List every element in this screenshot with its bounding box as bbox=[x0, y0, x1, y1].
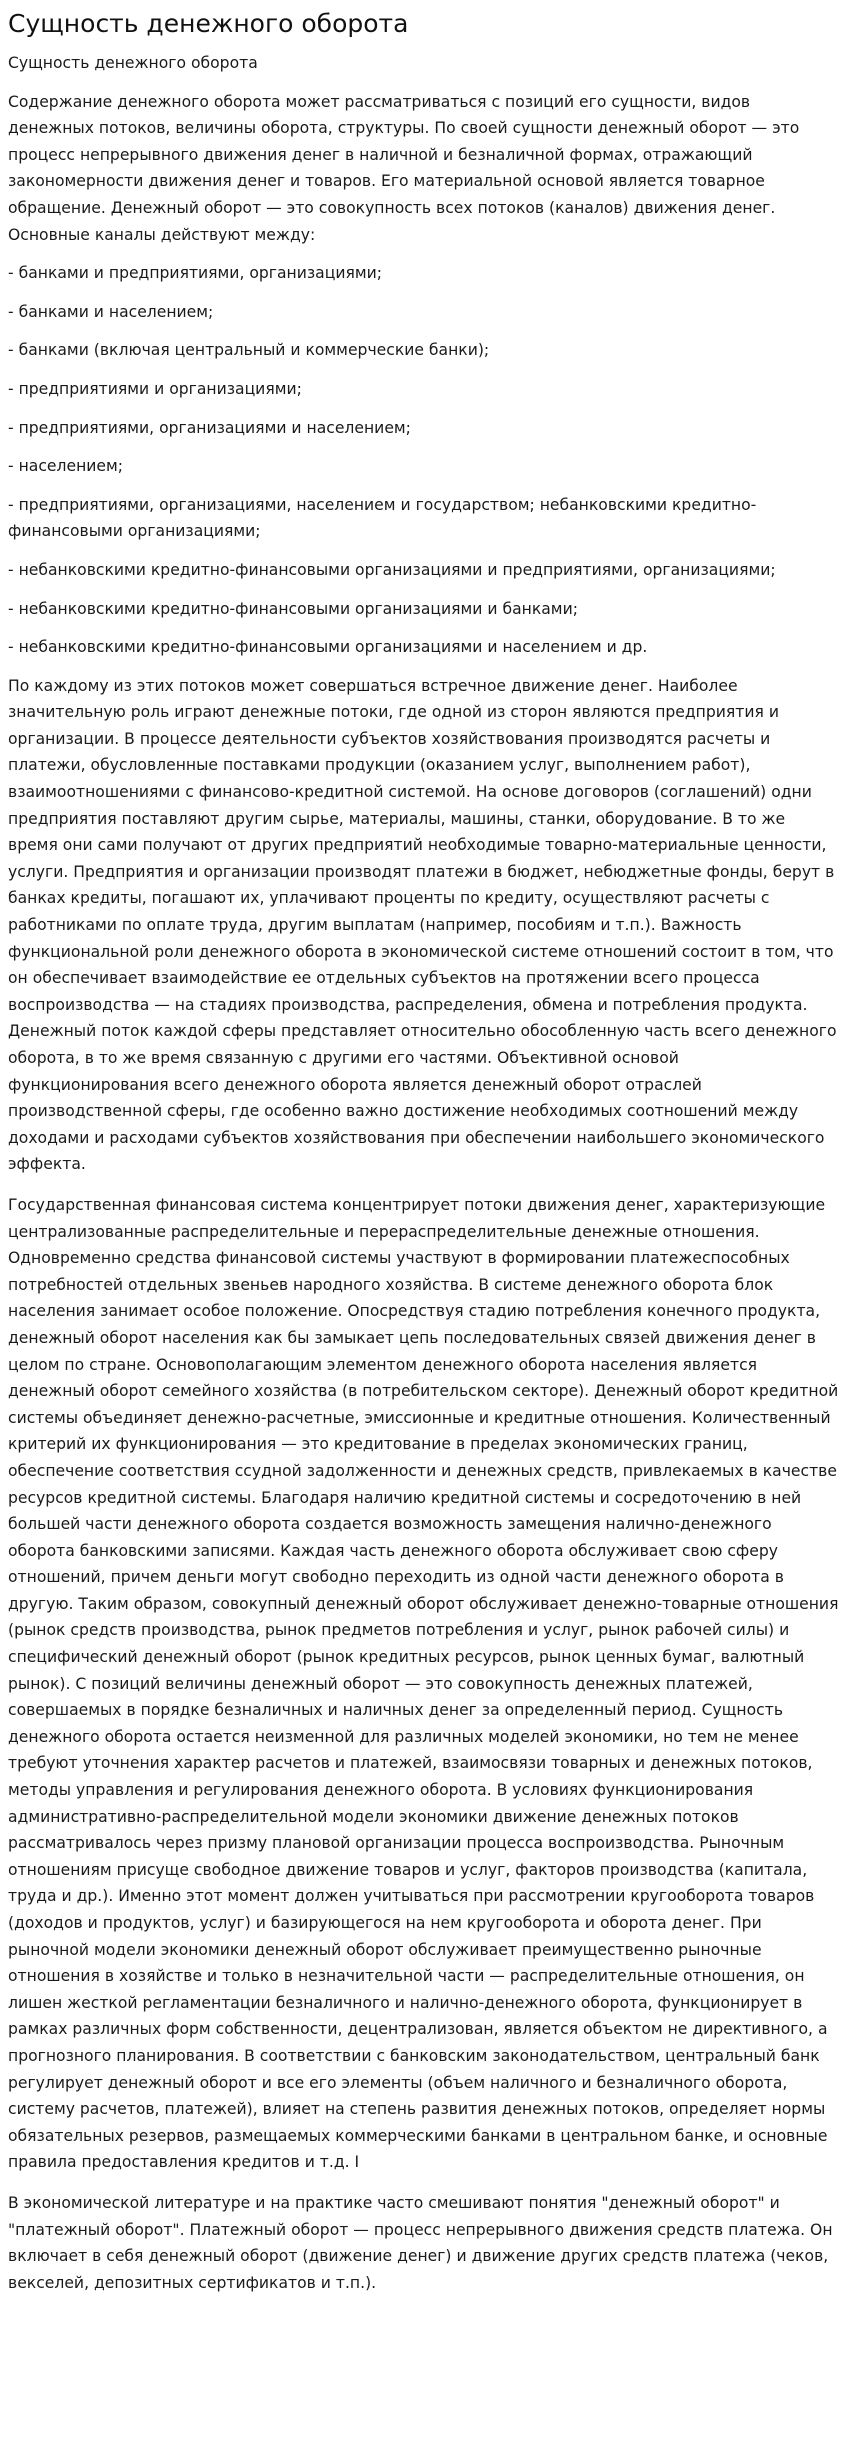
channel-item: - небанковскими кредитно-финансовыми организациями и банками; bbox=[8, 599, 578, 618]
channel-item: - небанковскими кредитно-финансовыми организациями и населением и др. bbox=[8, 638, 648, 657]
body-paragraph-flows: По каждому из этих потоков может совершаться встречное движение денег. Наиболее значительную роль играют денежные потоки, где одной из сторон являются предприятия и организации. В процессе деятельности субъектов хозяйствования производятся расчеты и платежи, обусловленные поставками продукции (оказанием услуг, выполнением работ), взаимоотношениями с финансово-кредитной системой. На основе договоров (соглашений) одни предприятия поставляют другим сырье, материалы, машины, станки, оборудование. В то же время они сами получают от других предприятий необходимые товарно-материальные ценности, услуги. Предприятия и организации производят платежи в бюджет, небюджетные фонды, берут в банках кредиты, погашают их, уплачивают проценты по кредиту, осуществляют расчеты с работниками по оплате труда, другим выплатам (например, пособиям и т.п.). Важность функциональной роли денежного оборота в экономической системе отношений состоит в том, что он обеспечивает взаимодействие ее отдельных субъектов на протяжении всего процесса воспроизводства — на стадиях производства, распределения, обмена и потребления продукта. Денежный поток каждой сферы представляет относительно обособленную часть всего денежного оборота, в то же время связанную с другими его частями. Объективной основой функционирования всего денежного оборота является денежный оборот отраслей производственной сферы, где особенно важно достижение необходимых соотношений между доходами и расходами субъектов хозяйствования при обеспечении наибольшего экономического эффекта. bbox=[8, 676, 837, 1174]
channel-item: - небанковскими кредитно-финансовыми организациями и предприятиями, организациями; bbox=[8, 560, 776, 579]
body-paragraph-payment-turnover: В экономической литературе и на практике часто смешивают понятия "денежный оборот" и "платежный оборот". Платежный оборот — процесс непрерывного движения средств платежа. Он включает в себя денежный оборот (движение денег) и движение других средств платежа (чеков, векселей, депозитных сертификатов и т.п.). bbox=[8, 2193, 833, 2292]
body-paragraph-financial-system: Государственная финансовая система концентрирует потоки движения денег, характеризующие централизованные распределительные и перераспределительные денежные отношения. Одновременно средства финансовой системы участвуют в формировании платежеспособных потребностей отдельных звеньев народного хозяйства. В системе денежного оборота блок населения занимает особое положение. Опосредствуя стадию потребления конечного продукта, денежный оборот населения как бы замыкает цепь последовательных связей движения денег в целом по стране. Основополагающим элементом денежного оборота населения является денежный оборот семейного хозяйства (в потребительском секторе). Денежный оборот кредитной системы объединяет денежно-расчетные, эмиссионные и кредитные отношения. Количественный критерий их функционирования — это кредитование в пределах экономических границ, обеспечение соответствия ссудной задолженности и денежных средств, привлекаемых в качестве ресурсов кредитной системы. Благодаря наличию кредитной системы и сосредоточению в ней большей части денежного оборота создается возможность замещения налично-денежного оборота банковскими записями. Каждая часть денежного оборота обслуживает свою сферу отношений, причем деньги могут свободно переходить из одной части денежного оборота в другую. Таким образом, совокупный денежный оборот обслуживает денежно-товарные отношения (рынок средств производства, рынок предметов потребления и услуг, рынок рабочей силы) и специфический денежный оборот (рынок кредитных ресурсов, рынок ценных бумаг, валютный рынок). С позиций величины денежный оборот — это совокупность денежных платежей, совершаемых в порядке безналичных и наличных денег за определенный период. Сущность денежного оборота остается неизменной для различных моделей экономики, но тем не менее требуют уточнения характер расчетов и платежей, взаимосвязи товарных и денежных потоков, методы управления и регулирования денежного оборота. В условиях функционирования административно-распределительной модели экономики движение денежных потоков рассматривалось через призму плановой организации процесса воспроизводства. Рыночным отношениям присуще свободное движение товаров и услуг, факторов производства (капитала, труда и др.). Именно этот момент должен учитываться при рассмотрении кругооборота товаров (доходов и продуктов, услуг) и базирующегося на нем кругооборота и оборота денег. При рыночной модели экономики денежный оборот обслуживает преимущественно рыночные отношения в хозяйстве и только в незначительной части — распределительные отношения, он лишен жесткой регламентации безналичного и налично-денежного оборота, функционирует в рамках различных форм собственности, децентрализован, является объектом не директивного, а прогнозного планирования. В соответствии с банковским законодательством, центральный банк регулирует денежный оборот и все его элементы (объем наличного и безналичного оборота, систему расчетов, платежей), влияет на степень развития денежных потоков, определяет нормы обязательных резервов, размещаемых коммерческими банками в центральном банке, и основные правила предоставления кредитов и т.д. I bbox=[8, 1195, 839, 2172]
channels-list bbox=[8, 260, 839, 661]
page-title: Сущность денежного оборота bbox=[8, 9, 409, 38]
channel-item: - предприятиями и организациями; bbox=[8, 379, 302, 398]
channel-item: - банками (включая центральный и коммерческие банки); bbox=[8, 341, 490, 360]
article-subtitle: Сущность денежного оборота bbox=[8, 54, 258, 72]
channel-item: - предприятиями, организациями и населением; bbox=[8, 418, 411, 437]
channel-item: - банками и предприятиями, организациями; bbox=[8, 264, 383, 283]
intro-paragraph: Содержание денежного оборота может рассматриваться с позиций его сущности, видов денежных потоков, величины оборота, структуры. По своей сущности денежный оборот — это процесс непрерывного движения денег в наличной и безналичной формах, отражающий закономерности движения денег и товаров. Его материальной основой является товарное обращение. Денежный оборот — это совокупность всех потоков (каналов) движения денег. Основные каналы действуют между: bbox=[8, 92, 800, 244]
channel-item: - предприятиями, организациями, населением и государством; небанковскими кредитно-финансовыми организациями; bbox=[8, 495, 757, 541]
channel-item: - населением; bbox=[8, 457, 124, 476]
channel-item: - банками и населением; bbox=[8, 302, 214, 321]
